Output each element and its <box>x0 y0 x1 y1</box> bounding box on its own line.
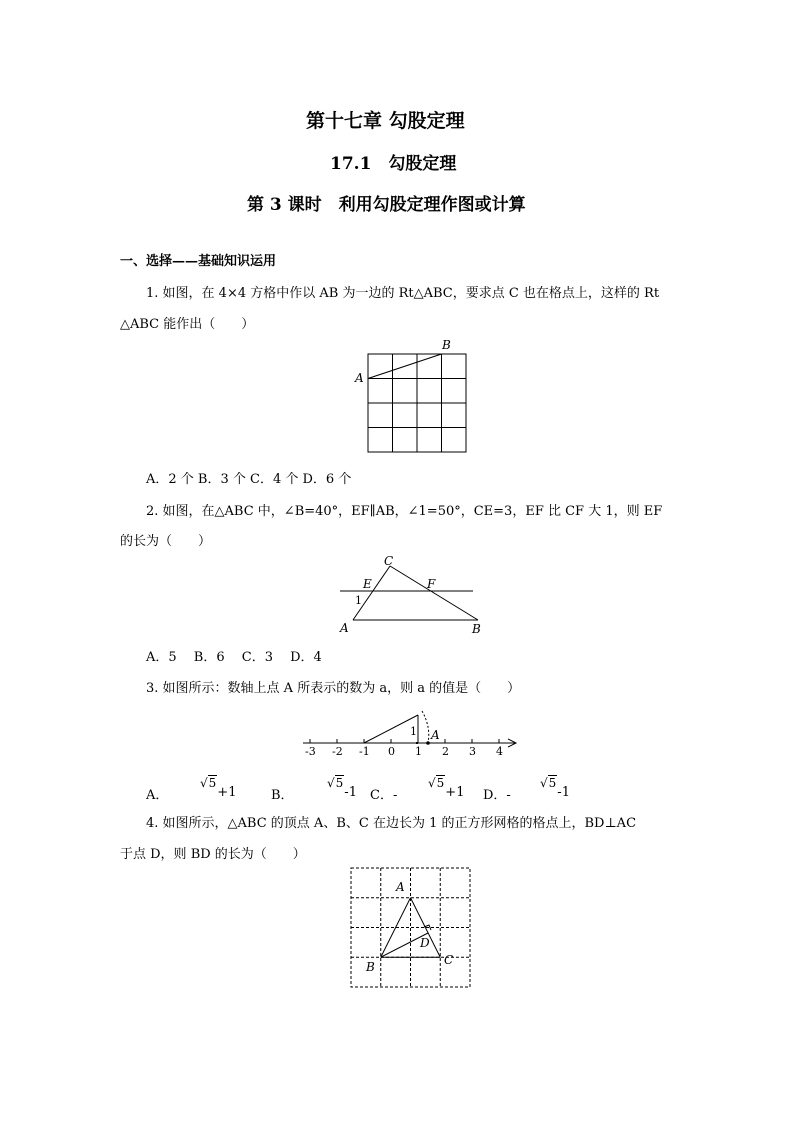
chapter-title: 第十七章 勾股定理 <box>306 110 465 132</box>
q2-options: A．5 B．6 C．3 D．4 <box>146 650 322 665</box>
q2-text-line2: 的长为（ ） <box>120 534 212 549</box>
sqrt-symbol: √5 <box>540 776 557 790</box>
q4-label-c: C <box>444 953 454 967</box>
q1-label-b: B <box>442 338 451 352</box>
sqrt-symbol: √5 <box>327 776 344 790</box>
q4-label-b: B <box>366 960 375 974</box>
q3-tick-label: 2 <box>442 745 449 758</box>
q1-grid-figure <box>350 337 480 457</box>
sqrt-symbol: √5 <box>200 776 217 790</box>
q3-option-d-label: D．- <box>483 788 511 803</box>
q3-option-d-value: √5-1 <box>540 776 570 800</box>
q3-tick-label: -2 <box>332 745 343 758</box>
q1-text-line2: △ABC 能作出（ ） <box>120 317 255 332</box>
q3-tick-label: 1 <box>415 745 422 758</box>
q3-tick-label: 3 <box>469 745 476 758</box>
q3-number-line-figure <box>298 703 528 761</box>
q3-option-a-label: A． <box>146 788 169 803</box>
q4-text-line1: 4. 如图所示，△ABC 的顶点 A、B、C 在边长为 1 的正方形网格的格点上，BD⊥AC <box>146 816 637 831</box>
section-title: 17.1 勾股定理 <box>330 154 457 174</box>
sqrt-symbol: √5 <box>428 776 445 790</box>
q2-triangle-figure <box>336 553 496 638</box>
q3-tick-label: 0 <box>388 745 395 758</box>
q4-label-d: D <box>420 936 430 950</box>
q2-text-line1: 2. 如图，在△ABC 中，∠B=40°，EF∥AB，∠1=50°，CE=3，EF 比 CF 大 1，则 EF <box>146 504 663 519</box>
q3-option-a-value: √5+1 <box>200 776 237 800</box>
q2-label-e: E <box>363 577 372 591</box>
q3-option-d <box>483 784 511 803</box>
q1-label-a: A <box>355 371 364 385</box>
q3-option-b-label: B． <box>271 788 294 803</box>
q3-option-b <box>271 784 294 803</box>
q3-option-c <box>370 784 397 803</box>
q1-options: A．2 个 B．3 个 C．4 个 D．6 个 <box>146 472 352 487</box>
q2-label-angle1: 1 <box>355 594 362 607</box>
part-heading: 一、选择——基础知识运用 <box>120 254 277 269</box>
q2-label-a: A <box>340 621 349 635</box>
q3-option-c-label: C．- <box>370 788 398 803</box>
q3-point-a-dot <box>426 741 430 745</box>
q3-label-a: A <box>431 728 440 742</box>
q4-label-a: A <box>396 880 405 894</box>
q3-tick-label: -3 <box>305 745 316 758</box>
q3-option-a <box>146 784 168 803</box>
q2-label-b: B <box>472 622 481 636</box>
q2-label-f: F <box>427 577 436 591</box>
q3-tick-label: 4 <box>496 745 503 758</box>
q3-option-b-value: √5-1 <box>327 776 357 800</box>
q3-text-line1: 3. 如图所示：数轴上点 A 所表示的数为 a，则 a 的值是（ ） <box>146 681 521 696</box>
q3-label-one: 1 <box>410 725 417 738</box>
q3-option-c-value: √5+1 <box>428 776 465 800</box>
q4-text-line2: 于点 D，则 BD 的长为（ ） <box>120 847 306 862</box>
q3-tick-label: -1 <box>359 745 370 758</box>
q4-grid-triangle-figure <box>349 866 473 991</box>
lesson-title: 第 3 课时 利用勾股定理作图或计算 <box>247 195 526 215</box>
q2-label-c: C <box>384 554 394 568</box>
q1-text-line1: 1. 如图，在 4×4 方格中作以 AB 为一边的 Rt△ABC，要求点 C 也在格点上，这样的 Rt <box>146 286 660 301</box>
